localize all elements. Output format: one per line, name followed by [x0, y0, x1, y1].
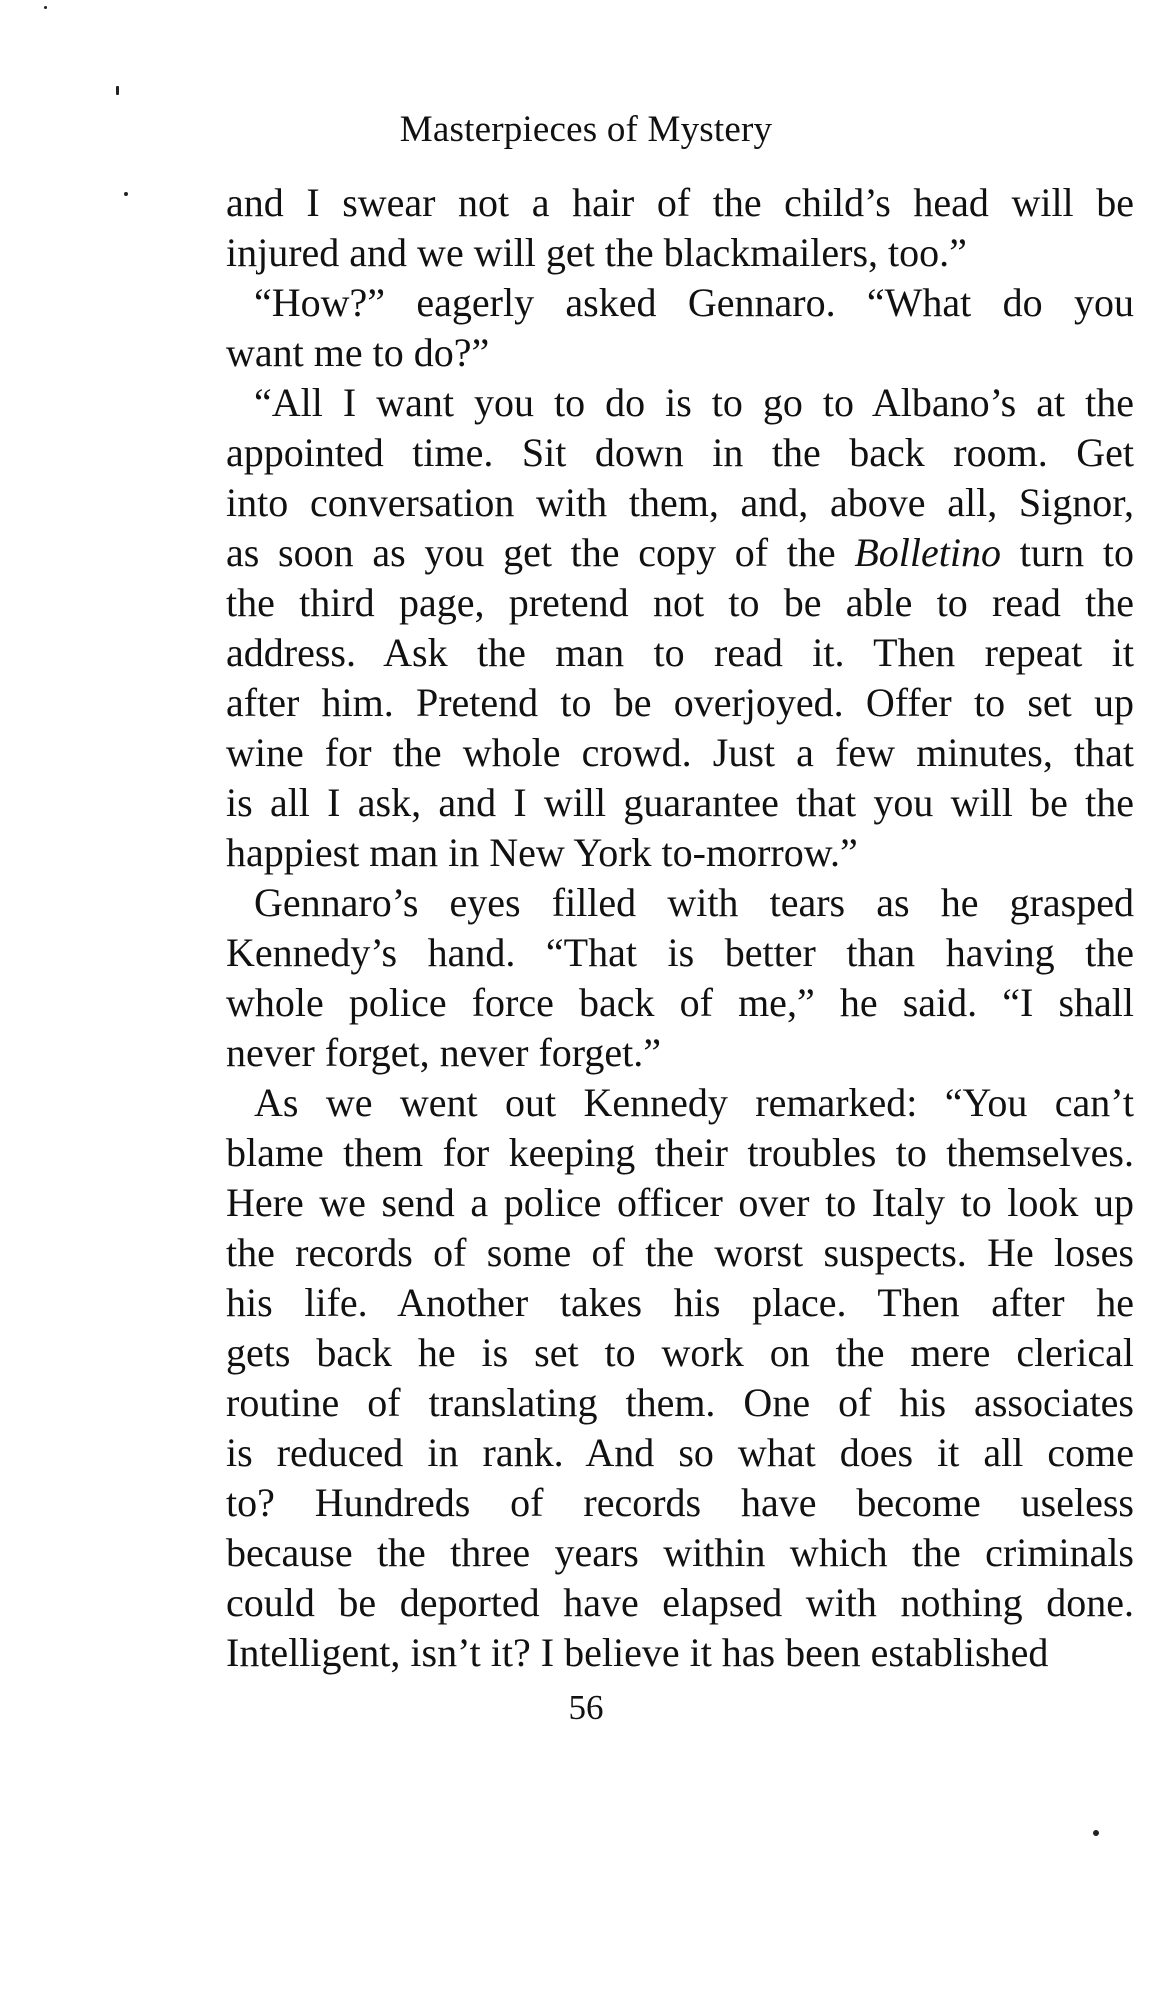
scan-speck [116, 86, 119, 95]
text-line: is all I ask, and I will guarantee that you will be the [226, 780, 1134, 825]
text-line: address. Ask the man to read it. Then repeat it [226, 630, 1134, 675]
text-line: his life. Another takes his place. Then after he [226, 1280, 1134, 1325]
text-line: injured and we will get the blackmailers, too.” [226, 230, 967, 275]
text-line: into conversation with them, and, above all, Signor, [226, 480, 1134, 525]
scan-speck [1093, 1830, 1099, 1836]
paragraph [226, 178, 1134, 278]
text-line: after him. Pretend to be overjoyed. Offer to set up [226, 680, 1134, 725]
paragraph [226, 878, 1134, 1078]
paragraph [226, 1078, 1134, 1678]
text-line: “All I want you to do is to go to Albano’s at the [254, 380, 1134, 425]
text-line: wine for the whole crowd. Just a few minutes, that [226, 730, 1134, 775]
paragraph [226, 378, 1134, 878]
paragraph [226, 278, 1134, 378]
text-line: could be deported have elapsed with nothing done. [226, 1580, 1134, 1625]
text-line: the records of some of the worst suspects. He loses [226, 1230, 1134, 1275]
text-line: Gennaro’s eyes filled with tears as he grasped [254, 880, 1134, 925]
text-line: the third page, pretend not to be able to read the [226, 580, 1134, 625]
text-line: never forget, never forget.” [226, 1030, 661, 1075]
text-line: As we went out Kennedy remarked: “You can’t [254, 1080, 1134, 1125]
text-line: and I swear not a hair of the child’s head will be [226, 180, 1134, 225]
page-number: 56 [568, 1688, 604, 1727]
scan-speck [124, 192, 128, 196]
text-line: Intelligent, isn’t it? I believe it has been established [226, 1630, 1049, 1675]
text-line: happiest man in New York to-morrow.” [226, 830, 858, 875]
text-line: routine of translating them. One of his associates [226, 1380, 1134, 1425]
running-header: Masterpieces of Mystery [399, 109, 773, 150]
text-line: Here we send a police officer over to Italy to look up [226, 1180, 1134, 1225]
italic-title: Bolletino [854, 530, 1002, 575]
text-line: whole police force back of me,” he said. “I shall [226, 980, 1134, 1025]
text-line: “How?” eagerly asked Gennaro. “What do you [254, 280, 1134, 325]
text-line: because the three years within which the criminals [226, 1530, 1134, 1575]
text-line: gets back he is set to work on the mere clerical [226, 1330, 1134, 1375]
text-line: as soon as you get the copy of the Bolletino turn to [226, 530, 1135, 575]
scan-speck [44, 6, 47, 9]
text-line: Kennedy’s hand. “That is better than having the [226, 930, 1134, 975]
text-line: blame them for keeping their troubles to themselves. [226, 1130, 1134, 1175]
text-line: to? Hundreds of records have become useless [226, 1480, 1134, 1525]
body-text [226, 178, 1134, 1678]
text-line: is reduced in rank. And so what does it all come [226, 1430, 1134, 1475]
text-line: want me to do?” [226, 330, 490, 375]
text-line: appointed time. Sit down in the back room. Get [226, 430, 1134, 475]
